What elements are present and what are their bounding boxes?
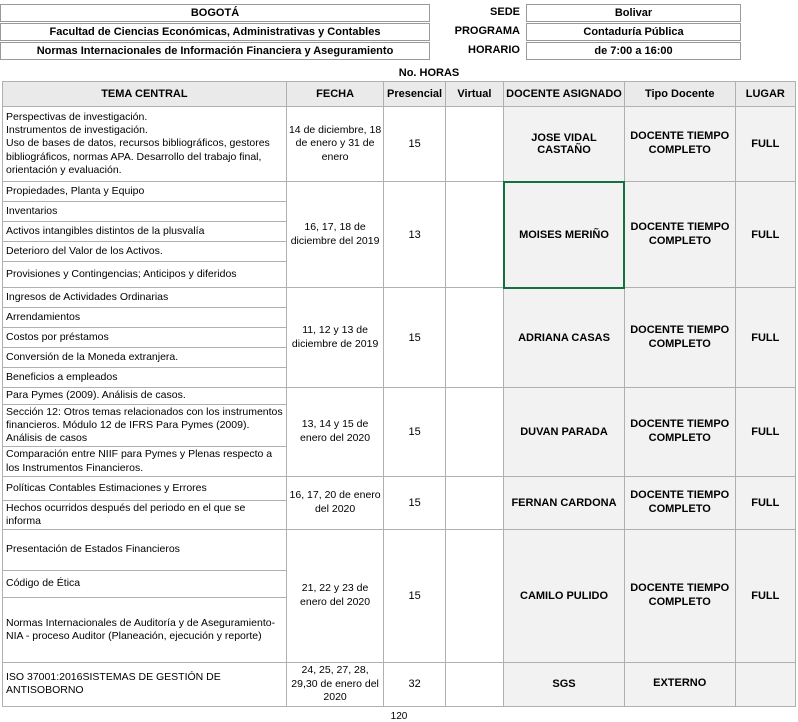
cell-tema: Deterioro del Valor de los Activos. [3,242,287,262]
cell-fecha: 24, 25, 27, 28, 29,30 de enero del 2020 [286,662,384,706]
cell-tema: Ingresos de Actividades Ordinarias [3,288,287,308]
cell-docente: FERNAN CARDONA [504,476,625,529]
cell-tema: Para Pymes (2009). Análisis de casos. [3,388,287,405]
table-row [3,182,796,202]
cell-virtual [445,388,503,477]
cell-tema: Propiedades, Planta y Equipo [3,182,287,202]
cell-tipo-docente: DOCENTE TIEMPO COMPLETO [624,529,735,662]
header-faculty: Facultad de Ciencias Económicas, Administrativas y Contables [0,23,430,41]
cell-fecha: 14 de diciembre, 18 de enero y 31 de enero [286,107,384,182]
cell-presencial: 15 [384,476,445,529]
table-row [3,662,796,706]
header-right-column [430,4,798,61]
cell-tema: Código de Ética [3,570,287,597]
cell-tipo-docente: DOCENTE TIEMPO COMPLETO [624,288,735,388]
col-lugar: LUGAR [735,82,795,107]
cell-tema: Hechos ocurridos después del periodo en el que se informa [3,500,287,529]
cell-fecha: 11, 12 y 13 de diciembre de 2019 [286,288,384,388]
cell-lugar: FULL [735,107,795,182]
table-row [3,529,796,570]
cell-fecha: 21, 22 y 23 de enero del 2020 [286,529,384,662]
cell-tema: Inventarios [3,202,287,222]
cell-lugar [735,662,795,706]
cell-docente: CAMILO PULIDO [504,529,625,662]
cell-tema: Políticas Contables Estimaciones y Errores [3,476,287,500]
cell-lugar: FULL [735,288,795,388]
cell-tipo-docente: DOCENTE TIEMPO COMPLETO [624,182,735,288]
value-sede: Bolivar [526,4,741,22]
cell-presencial: 15 [384,107,445,182]
cell-presencial: 32 [384,662,445,706]
col-fecha: FECHA [286,82,384,107]
cell-virtual [445,476,503,529]
label-programa: PROGRAMA [454,25,520,37]
cell-tema: Costos por préstamos [3,328,287,348]
cell-lugar: FULL [735,476,795,529]
cell-tema: Beneficios a empleados [3,368,287,388]
col-virtual: Virtual [445,82,503,107]
cell-docente: JOSE VIDAL CASTAÑO [504,107,625,182]
cell-tema: Perspectivas de investigación. Instrumentos de investigación. Uso de bases de datos, recursos bibliográficos, gestores bibliográficos, normas APA. Desarrollo del trabajo final, orientación y evaluación. [3,107,287,182]
page-number: 120 [390,710,408,722]
cell-tipo-docente: EXTERNO [624,662,735,706]
cell-tema: Presentación de Estados Financieros [3,529,287,570]
cell-virtual [445,107,503,182]
cell-virtual [445,182,503,288]
header-left-column [0,4,430,61]
header-city: BOGOTÁ [0,4,430,22]
cell-tema: Provisiones y Contingencias; Anticipos y diferidos [3,262,287,288]
table-header-row [3,82,796,107]
header-program-title: Normas Internacionales de Información Financiera y Aseguramiento [0,42,430,60]
cell-tipo-docente: DOCENTE TIEMPO COMPLETO [624,476,735,529]
cell-tema: ISO 37001:2016SISTEMAS DE GESTIÓN DE ANTISOBORNO [3,662,287,706]
no-horas-label: No. HORAS [398,67,460,79]
cell-fecha: 13, 14 y 15 de enero del 2020 [286,388,384,477]
table-row [3,388,796,405]
cell-virtual [445,662,503,706]
cell-docente: DUVAN PARADA [504,388,625,477]
document-header [0,0,798,63]
schedule-table-body [3,107,796,707]
cell-presencial: 13 [384,182,445,288]
value-programa: Contaduría Pública [526,23,741,41]
cell-tema: Sección 12: Otros temas relacionados con los instrumentos financieros. Módulo 12 de IFRS Para Pymes (2009). Análisis de casos [3,405,287,447]
cell-presencial: 15 [384,529,445,662]
cell-lugar: FULL [735,529,795,662]
cell-presencial: 15 [384,388,445,477]
table-row [3,476,796,500]
label-horario: HORARIO [468,44,520,56]
cell-presencial: 15 [384,288,445,388]
cell-fecha: 16, 17, 18 de diciembre del 2019 [286,182,384,288]
value-horario: de 7:00 a 16:00 [526,42,741,60]
cell-docente: SGS [504,662,625,706]
cell-lugar: FULL [735,182,795,288]
table-row [3,288,796,308]
cell-virtual [445,529,503,662]
col-docente-asignado: DOCENTE ASIGNADO [504,82,625,107]
col-tema-central: TEMA CENTRAL [3,82,287,107]
cell-tema: Comparación entre NIIF para Pymes y Plenas respecto a los Instrumentos Financieros. [3,447,287,476]
cell-tema: Activos intangibles distintos de la plusvalía [3,222,287,242]
cell-docente: MOISES MERIÑO [504,182,625,288]
col-presencial: Presencial [384,82,445,107]
cell-tema: Arrendamientos [3,308,287,328]
cell-virtual [445,288,503,388]
col-tipo-docente: Tipo Docente [624,82,735,107]
cell-tema: Normas Internacionales de Auditoría y de Aseguramiento- NIA - proceso Auditor (Planeación, ejecución y reporte) [3,597,287,662]
schedule-table [2,81,796,707]
cell-fecha: 16, 17, 20 de enero del 2020 [286,476,384,529]
cell-tipo-docente: DOCENTE TIEMPO COMPLETO [624,388,735,477]
cell-docente: ADRIANA CASAS [504,288,625,388]
cell-tipo-docente: DOCENTE TIEMPO COMPLETO [624,107,735,182]
table-row [3,107,796,182]
cell-tema: Conversión de la Moneda extranjera. [3,348,287,368]
label-sede: SEDE [490,6,520,18]
cell-lugar: FULL [735,388,795,477]
